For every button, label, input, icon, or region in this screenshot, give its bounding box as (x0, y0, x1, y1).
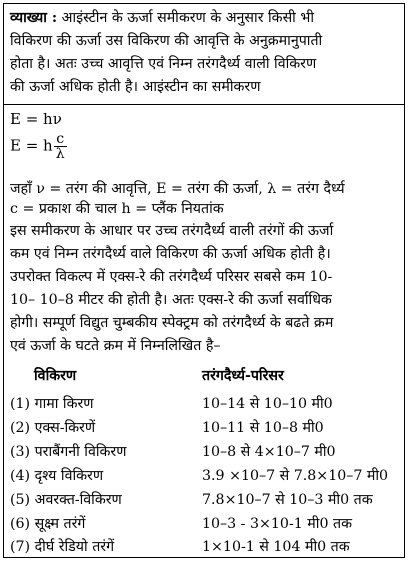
body-line-7: होगी। सम्पूर्ण विद्युत चुम्बकीय स्पेक्ट्रम को तरंगदैर्ध्य के बढते क्रम (10, 315, 334, 331)
radiation-name: (5) अवरक्त-विकिरण (10, 492, 122, 508)
radiation-name: (7) दीर्घ रेडियो तरंगें (10, 539, 115, 555)
body-line-4: कम एवं निम्न तरंगदैर्ध्य वाले विकिरण की ऊर्जा अधिक होती है। (10, 246, 331, 262)
fraction-denominator: λ (55, 146, 65, 162)
equation-energy-frequency: E = hν (10, 110, 62, 128)
body-line-3: इस समीकरण के आधार पर उच्च तरंगदैर्ध्य वाली तरंगों की ऊर्जा (10, 223, 334, 239)
radiation-name: (2) एक्स-किरणें (10, 420, 96, 436)
wavelength-range: 10–3 - 3×10-1 मी0 तक (202, 516, 352, 532)
intro-box (4, 4, 404, 105)
fraction-numerator: c (56, 131, 65, 147)
equation-energy-wavelength (10, 132, 67, 161)
radiation-name: (6) सूक्ष्म तरंगें (10, 516, 86, 532)
body-line-1: जहाँ ν = तरंग की आवृत्ति, E = तरंग की ऊर्जा, λ = तरंग दैर्ध्य (10, 181, 345, 197)
radiation-name: (4) दृश्य विकिरण (10, 468, 104, 484)
intro-line-2: विकिरण की ऊर्जा उस विकिरण की आवृत्ति के अनुक्रमानुपाती (10, 33, 323, 49)
intro-text-1: आइंस्टीन के ऊर्जा समीकरण के अनुसार किसी भी (57, 10, 315, 26)
header-wavelength-range: तरंगदैर्ध्य-परिसर (202, 368, 284, 384)
body-line-8: एवं ऊर्जा के घटते क्रम में निम्नलिखित है– (10, 338, 221, 354)
body-line-6: 10– 10–8 मीटर की होती है। अतः एक्स-रे की ऊर्जा सर्वाधिक (10, 292, 332, 308)
wavelength-range: 10–11 से 10–8 मी0 (202, 420, 324, 436)
explanation-panel (3, 3, 405, 558)
header-radiation: विकिरण (34, 368, 77, 384)
explanation-label: व्याख्या : (10, 10, 58, 26)
wavelength-range: 7.8×10–7 से 10–3 मी0 तक (202, 492, 373, 508)
intro-line-3: होता है। अतः उच्च आवृत्ति एवं निम्न तरंगदैर्ध्य वाली विकिरण (10, 56, 317, 72)
equation-lhs: E = h (10, 136, 53, 155)
intro-line-1 (10, 10, 314, 26)
wavelength-range: 1×10-1 से 104 मी0 तक (202, 539, 350, 555)
wavelength-range: 10–14 से 10–10 मी0 (202, 396, 333, 412)
body-line-5: उपरोक्त विकल्प में एक्स-रे की तरंगदैर्ध्य परिसर सबसे कम 10- (10, 269, 333, 285)
body-line-2: c = प्रकाश की चाल h = प्लैंक नियतांक (10, 201, 224, 217)
wavelength-range: 10–8 से 4×10–7 मी0 (202, 444, 336, 460)
intro-line-4: की ऊर्जा अधिक होती है। आइंस्टीन का समीकरण (10, 79, 261, 95)
radiation-name: (3) पराबैंगनी विकिरण (10, 444, 127, 460)
fraction (54, 132, 67, 161)
wavelength-range: 3.9 ×10–7 से 7.8×10–7 मी0 (202, 468, 389, 484)
radiation-name: (1) गामा किरण (10, 396, 94, 412)
